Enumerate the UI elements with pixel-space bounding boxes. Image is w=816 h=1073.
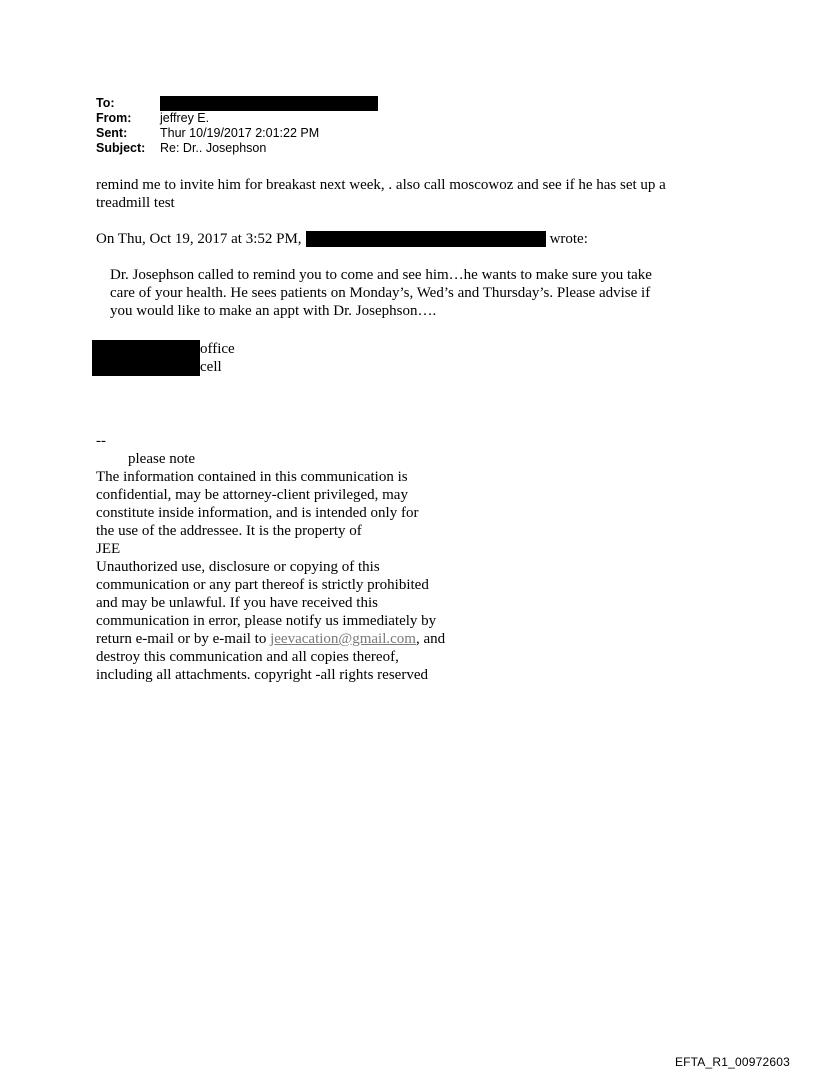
cell-row bbox=[92, 358, 235, 376]
quote-intro bbox=[96, 230, 588, 248]
document-id: EFTA_R1_00972603 bbox=[674, 1055, 790, 1069]
disclaimer-line: JEE bbox=[96, 541, 121, 557]
disclaimer-line: and may be unlawful. If you have received this bbox=[96, 595, 378, 611]
disclaimer-line: confidential, may be attorney-client privileged, may bbox=[96, 487, 408, 503]
from-label: From: bbox=[96, 111, 132, 125]
quote-intro-suffix: wrote: bbox=[549, 231, 588, 247]
disclaimer-line: the use of the addressee. It is the property of bbox=[96, 523, 362, 539]
office-label: office bbox=[200, 341, 235, 357]
quote-intro-prefix: On Thu, Oct 19, 2017 at 3:52 PM, bbox=[96, 231, 302, 247]
sent-value: Thur 10/19/2017 2:01:22 PM bbox=[160, 126, 320, 140]
redaction-box bbox=[160, 96, 378, 111]
sent-row bbox=[96, 126, 378, 141]
redaction-box bbox=[92, 340, 200, 358]
quoted-line: Dr. Josephson called to remind you to come and see him…he wants to make sure you take bbox=[110, 267, 652, 283]
disclaimer-line: communication in error, please notify us immediately by bbox=[96, 613, 437, 629]
reply-message bbox=[96, 176, 666, 212]
signature-dashes: -- bbox=[96, 433, 106, 449]
signature-block bbox=[96, 432, 445, 684]
cell-label: cell bbox=[200, 359, 222, 375]
quoted-line: you would like to make an appt with Dr. Josephson…. bbox=[110, 303, 437, 319]
return-prefix: return e-mail or by e-mail to bbox=[96, 631, 271, 647]
email-header bbox=[96, 96, 378, 156]
contact-block bbox=[92, 340, 235, 376]
email-link[interactable]: jeevacation@gmail.com bbox=[270, 631, 416, 647]
disclaimer-line: communication or any part thereof is strictly prohibited bbox=[96, 577, 429, 593]
from-value: jeffrey E. bbox=[160, 111, 210, 125]
please-note: please note bbox=[128, 451, 196, 467]
disclaimer-line: constitute inside information, and is intended only for bbox=[96, 505, 419, 521]
return-suffix: , and bbox=[415, 631, 446, 647]
subject-value: Re: Dr.. Josephson bbox=[160, 141, 267, 155]
disclaimer-email-line bbox=[96, 630, 445, 648]
disclaimer-line: destroy this communication and all copies thereof, bbox=[96, 649, 399, 665]
to-label: To: bbox=[96, 96, 115, 110]
quoted-message bbox=[110, 266, 652, 320]
message-line: treadmill test bbox=[96, 195, 175, 211]
sent-label: Sent: bbox=[96, 126, 128, 140]
disclaimer-line: The information contained in this communication is bbox=[96, 469, 408, 485]
redaction-box bbox=[92, 358, 200, 376]
from-row bbox=[96, 111, 378, 126]
disclaimer-line: including all attachments. copyright -all rights reserved bbox=[96, 667, 428, 683]
subject-row bbox=[96, 141, 378, 156]
message-line: remind me to invite him for breakast next week, . also call moscowoz and see if he has set up a bbox=[96, 177, 666, 193]
redaction-box bbox=[306, 231, 546, 247]
disclaimer-line: Unauthorized use, disclosure or copying of this bbox=[96, 559, 380, 575]
quoted-line: care of your health. He sees patients on Monday’s, Wed’s and Thursday’s. Please advise if bbox=[110, 285, 651, 301]
office-row bbox=[92, 340, 235, 358]
to-row bbox=[96, 96, 378, 111]
subject-label: Subject: bbox=[96, 141, 146, 155]
